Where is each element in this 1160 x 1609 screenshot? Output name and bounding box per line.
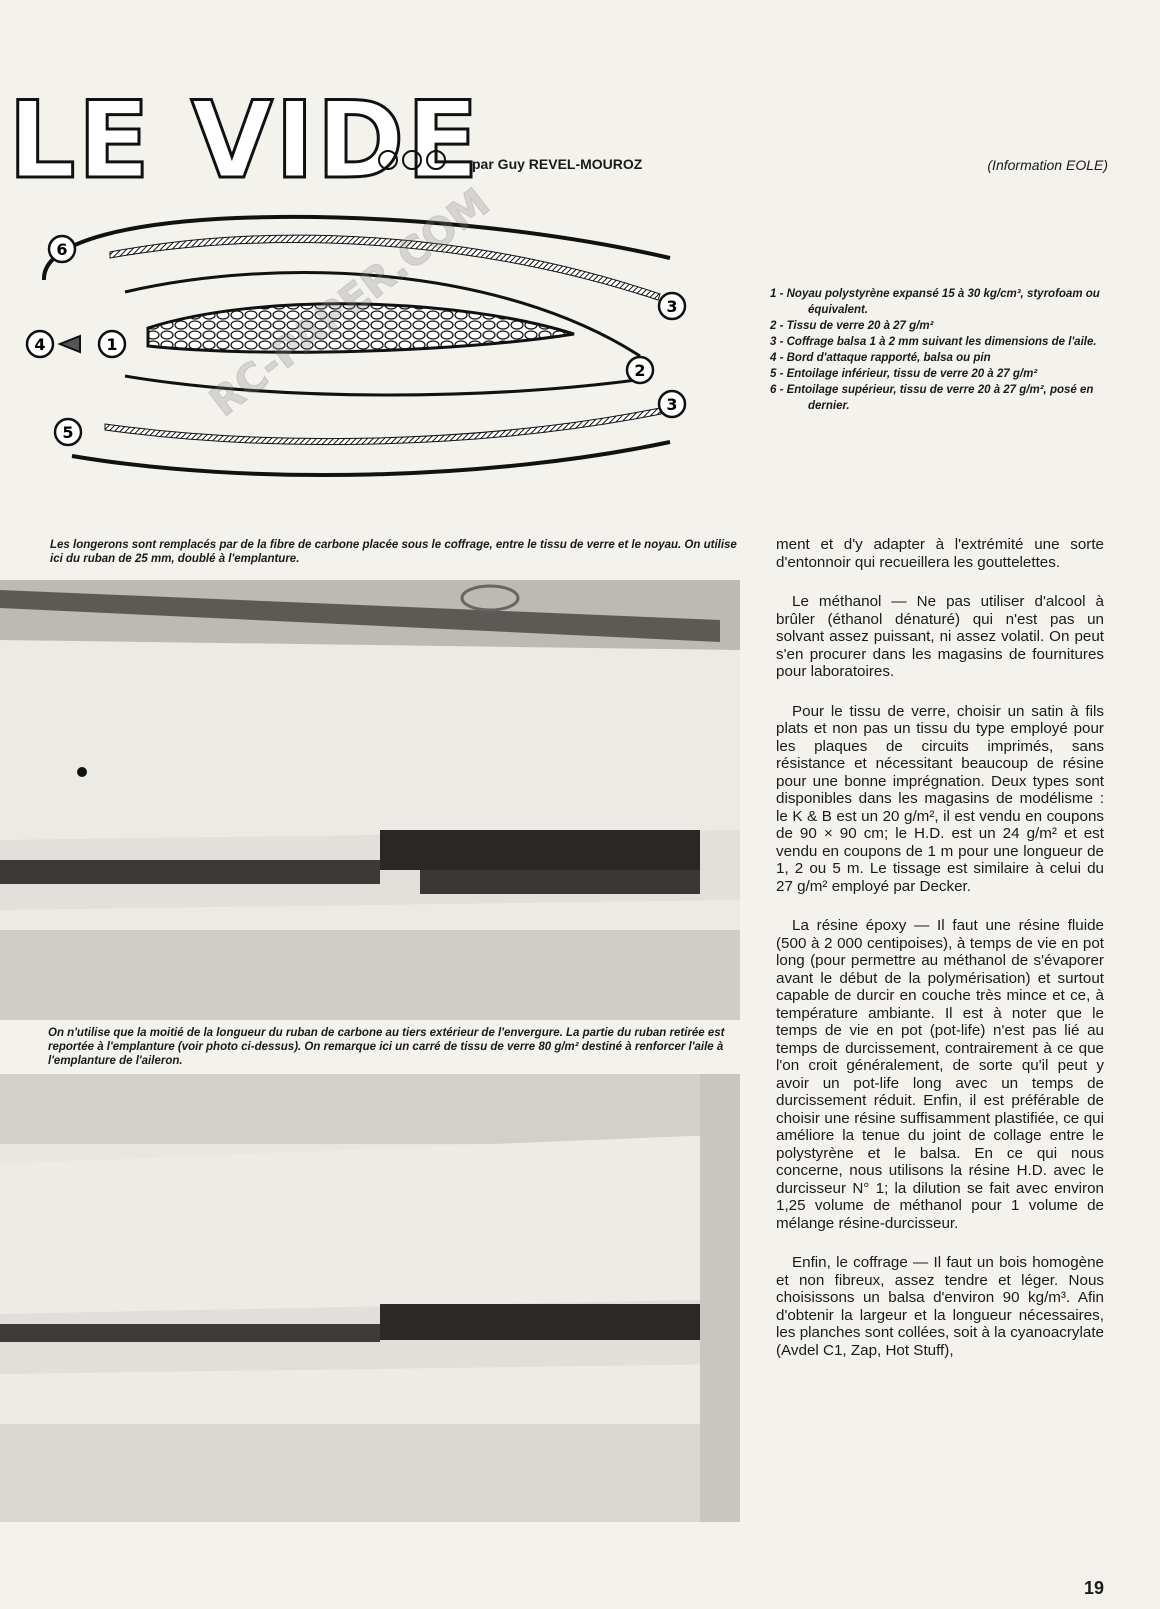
legend-item: 6 - Entoilage supérieur, tissu de verre 20 à 27 g/m², posé en dernier.	[770, 384, 1094, 412]
body-paragraph: La résine époxy — Il faut une résine fluide (500 à 2 000 centipoises), à temps de vie en pot long (pour permettre au méthanol de s'évaporer avant le début de la polymérisation) et surtout capable de durcir en couche très mince et ce, à température ambiante. Il est à noter que le temps de vie en pot (pot-life) n'est pas lié au temps de durcissement, contrairement à ce que l'on croit généralement, de sorte qu'il peut y avoir un pot-life long avec un temps de durcissement réduit. Enfin, il est préférable de choisir une résine suffisamment plastifiée, ce qui améliore la tenue du joint de collage entre le polystyrène et le balsa. En ce qui nous concerne, nous utilisons la résine H.D. avec le durcisseur N° 1; la dilution se fait avec environ 1,25 volume de méthanol pour 1 volume de mélange résine-durcisseur.	[776, 917, 1104, 1232]
body-paragraph: ment et d'y adapter à l'extrémité une sorte d'entonnoir qui recueillera les gouttelettes.	[776, 536, 1104, 571]
diagram-legend	[770, 286, 1110, 414]
source-note: (Information EOLE)	[987, 157, 1108, 173]
diagram-label-4: 4	[34, 335, 46, 354]
photo-caption-1: Les longerons sont remplacés par de la fibre de carbone placée sous le coffrage, entre le tissu de verre et le noyau. On utilise ici du ruban de 25 mm, doublé à l'emplanture.	[50, 539, 737, 565]
wing-section-diagram	[20, 180, 710, 500]
circle-icon	[426, 150, 446, 170]
diagram-label-5: 5	[62, 423, 74, 442]
watermark-text: RC-PAPER.COM	[201, 180, 499, 426]
lower-balsa-sheeting	[105, 408, 661, 445]
article-body-column	[776, 536, 1104, 1381]
circle-icon	[378, 150, 398, 170]
photo-caption-2: On n'utilise que la moitié de la longueur du ruban de carbone au tiers extérieur de l'envergure. La partie du ruban retirée est reportée à l'emplanture (voir photo ci-dessus). On remarque ici un carré de tissu de verre 80 g/m² destiné à renforcer l'aile à l'emplanture de l'aileron.	[48, 1027, 725, 1067]
diagram-label-3-lower: 3	[666, 395, 678, 414]
body-paragraph: Pour le tissu de verre, choisir un satin à fils plats et non pas un tissu du type employé pour les plaques de circuits imprimés, sans résistance et nécessitant beaucoup de résine pour une bonne imprégnation. Deux types sont disponibles dans les magasins de modélisme : le K & B est un 20 g/m², il est vendu en coupons de 90 × 90 cm; le H.D. est un 24 g/m² et est vendu en coupons de 1 m pour une longueur de 1, 2 ou 5 m. Le tissage est similaire à celui du 27 g/m² employé par Decker.	[776, 702, 1104, 895]
byline: par Guy REVEL-MOUROZ	[472, 156, 643, 172]
legend-item: 3 - Coffrage balsa 1 à 2 mm suivant les dimensions de l'aile.	[770, 336, 1097, 348]
photo-carbon-tape-outer-span	[0, 1074, 740, 1522]
title-dots	[378, 150, 450, 175]
legend-item: 4 - Bord d'attaque rapporté, balsa ou pin	[770, 352, 991, 364]
diagram-label-2: 2	[634, 361, 646, 380]
diagram-label-6: 6	[56, 240, 68, 259]
legend-item: 5 - Entoilage inférieur, tissu de verre 20 à 27 g/m²	[770, 368, 1038, 380]
leading-edge-piece	[60, 336, 80, 352]
page-number: 19	[1083, 1578, 1104, 1598]
body-paragraph: Le méthanol — Ne pas utiliser d'alcool à brûler (éthanol dénaturé) qui n'est pas un solvant assez puissant, ni assez volatil. On peut s'en procurer dans les magasins de fournitures pour laboratoires.	[776, 593, 1104, 680]
diagram-label-1: 1	[106, 335, 118, 354]
diagram-label-3-upper: 3	[666, 297, 678, 316]
lower-skin-line	[72, 442, 670, 475]
legend-item: 1 - Noyau polystyrène expansé 15 à 30 kg/cm³, styrofoam ou équivalent.	[770, 288, 1100, 316]
body-paragraph: Enfin, le coffrage — Il faut un bois homogène et non fibreux, assez tendre et léger. Nous choisissons un balsa d'environ 90 kg/m³. Afin d'obtenir la largeur et la longueur nécessaires, les planches sont collées, soit à la cyanoacrylate (Avdel C1, Zap, Hot Stuff),	[776, 1254, 1104, 1359]
circle-icon	[402, 150, 422, 170]
article-title: LE VIDE	[8, 79, 481, 202]
photo-carbon-tape-wing	[0, 580, 740, 1020]
legend-item: 2 - Tissu de verre 20 à 27 g/m²	[770, 320, 934, 332]
